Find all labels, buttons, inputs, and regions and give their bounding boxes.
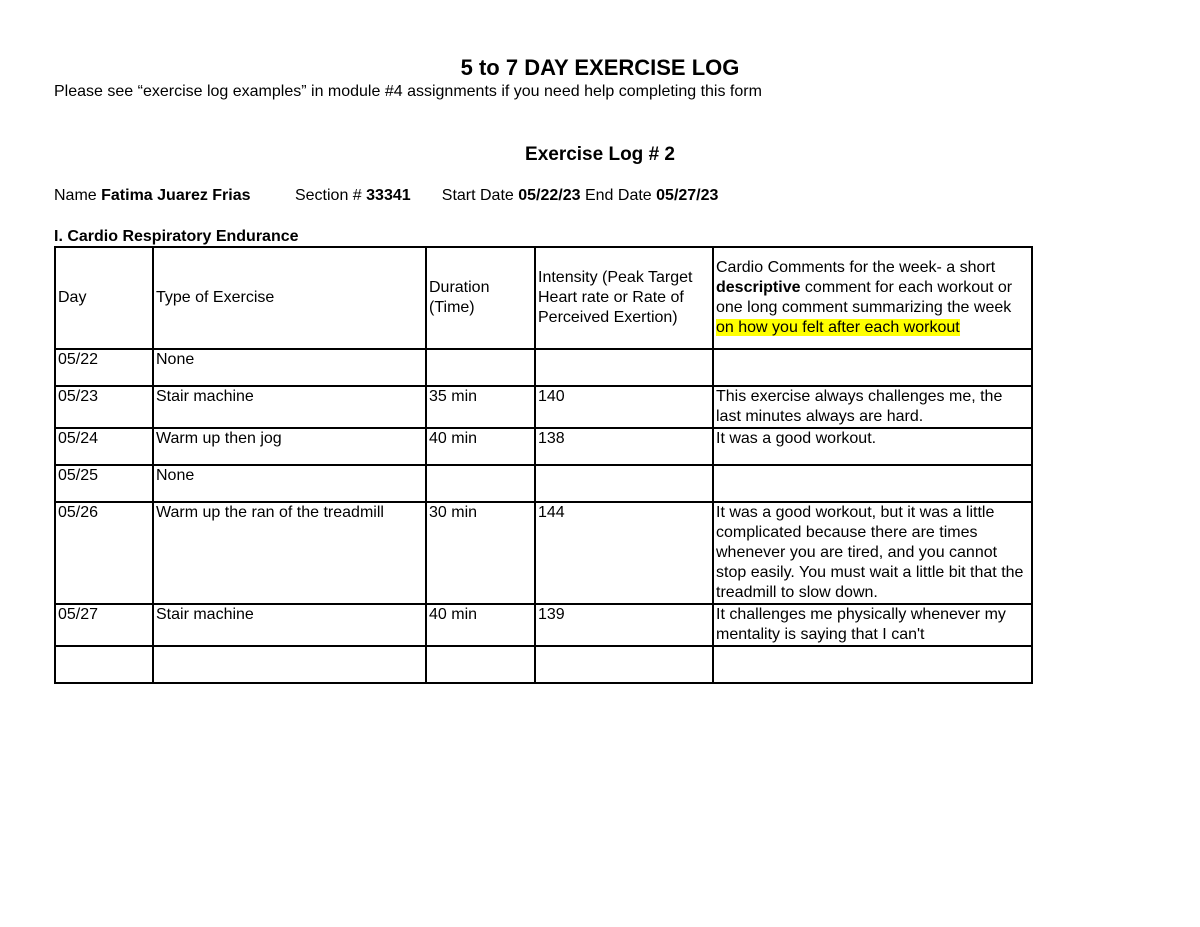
- name-label: Name: [54, 187, 102, 204]
- header-intensity: Intensity (Peak Target Heart rate or Rate of Perceived Exertion): [535, 247, 713, 349]
- cell-intensity: 138: [535, 428, 713, 465]
- cell-day: 05/23: [55, 386, 153, 428]
- table-row: [55, 502, 1032, 604]
- info-gap: [411, 187, 442, 204]
- header-type: Type of Exercise: [153, 247, 426, 349]
- header-comments-bold: descriptive: [716, 279, 801, 296]
- cell-day: 05/24: [55, 428, 153, 465]
- header-comments-highlight: on how you felt after each workout: [716, 319, 960, 336]
- cell-type: [153, 646, 426, 683]
- section-heading: I. Cardio Respiratory Endurance: [54, 228, 299, 245]
- cell-intensity: [535, 349, 713, 386]
- cell-intensity: 144: [535, 502, 713, 604]
- cell-intensity: [535, 646, 713, 683]
- cell-duration: 35 min: [426, 386, 535, 428]
- cell-type: None: [153, 465, 426, 502]
- table-row: [55, 465, 1032, 502]
- cell-intensity: 139: [535, 604, 713, 646]
- name-value: Fatima Juarez Frias: [101, 187, 251, 204]
- student-info-line: [54, 186, 718, 206]
- header-duration: Duration (Time): [426, 247, 535, 349]
- cell-comment: This exercise always challenges me, the last minutes always are hard.: [713, 386, 1032, 428]
- cell-duration: [426, 349, 535, 386]
- cell-type: Warm up then jog: [153, 428, 426, 465]
- cell-day: [55, 646, 153, 683]
- header-comments-text: Cardio Comments for the week- a short: [716, 259, 996, 276]
- info-gap: [251, 187, 295, 204]
- section-value: 33341: [366, 187, 411, 204]
- start-date-label: Start Date: [441, 187, 519, 204]
- cell-duration: [426, 465, 535, 502]
- cell-type: Warm up the ran of the treadmill: [153, 502, 426, 604]
- cell-day: 05/27: [55, 604, 153, 646]
- header-comments-text: comment for each workout or one long comment summarizing the week: [716, 279, 1013, 316]
- table-row: [55, 646, 1032, 683]
- end-date-value: 05/27/23: [656, 187, 719, 204]
- table-row: [55, 604, 1032, 646]
- table-row: [55, 386, 1032, 428]
- cell-duration: [426, 646, 535, 683]
- cell-duration: 30 min: [426, 502, 535, 604]
- header-comments: [713, 247, 1032, 349]
- cell-day: 05/26: [55, 502, 153, 604]
- cell-day: 05/22: [55, 349, 153, 386]
- cell-comment: It was a good workout, but it was a little complicated because there are times whenever you are tired, and you cannot stop easily. You must wait a little bit that the treadmill to slow down.: [713, 502, 1032, 604]
- cardio-log-table: [54, 246, 1033, 684]
- cell-type: Stair machine: [153, 386, 426, 428]
- cell-comment: [713, 465, 1032, 502]
- log-heading: Exercise Log # 2: [525, 144, 675, 165]
- cell-comment: [713, 646, 1032, 683]
- cell-comment: [713, 349, 1032, 386]
- end-date-label: End Date: [580, 187, 657, 204]
- cell-intensity: 140: [535, 386, 713, 428]
- header-day: Day: [55, 247, 153, 349]
- page-title: 5 to 7 DAY EXERCISE LOG: [460, 55, 740, 80]
- cell-type: None: [153, 349, 426, 386]
- instructions-subtitle: Please see “exercise log examples” in module #4 assignments if you need help completing this form: [54, 83, 762, 100]
- table-header-row: [55, 247, 1032, 349]
- cell-duration: 40 min: [426, 604, 535, 646]
- cell-type: Stair machine: [153, 604, 426, 646]
- cell-comment: It challenges me physically whenever my mentality is saying that I can't: [713, 604, 1032, 646]
- cell-duration: 40 min: [426, 428, 535, 465]
- table-row: [55, 349, 1032, 386]
- cell-day: 05/25: [55, 465, 153, 502]
- start-date-value: 05/22/23: [518, 187, 581, 204]
- cell-comment: It was a good workout.: [713, 428, 1032, 465]
- section-label: Section #: [294, 187, 367, 204]
- cell-intensity: [535, 465, 713, 502]
- table-row: [55, 428, 1032, 465]
